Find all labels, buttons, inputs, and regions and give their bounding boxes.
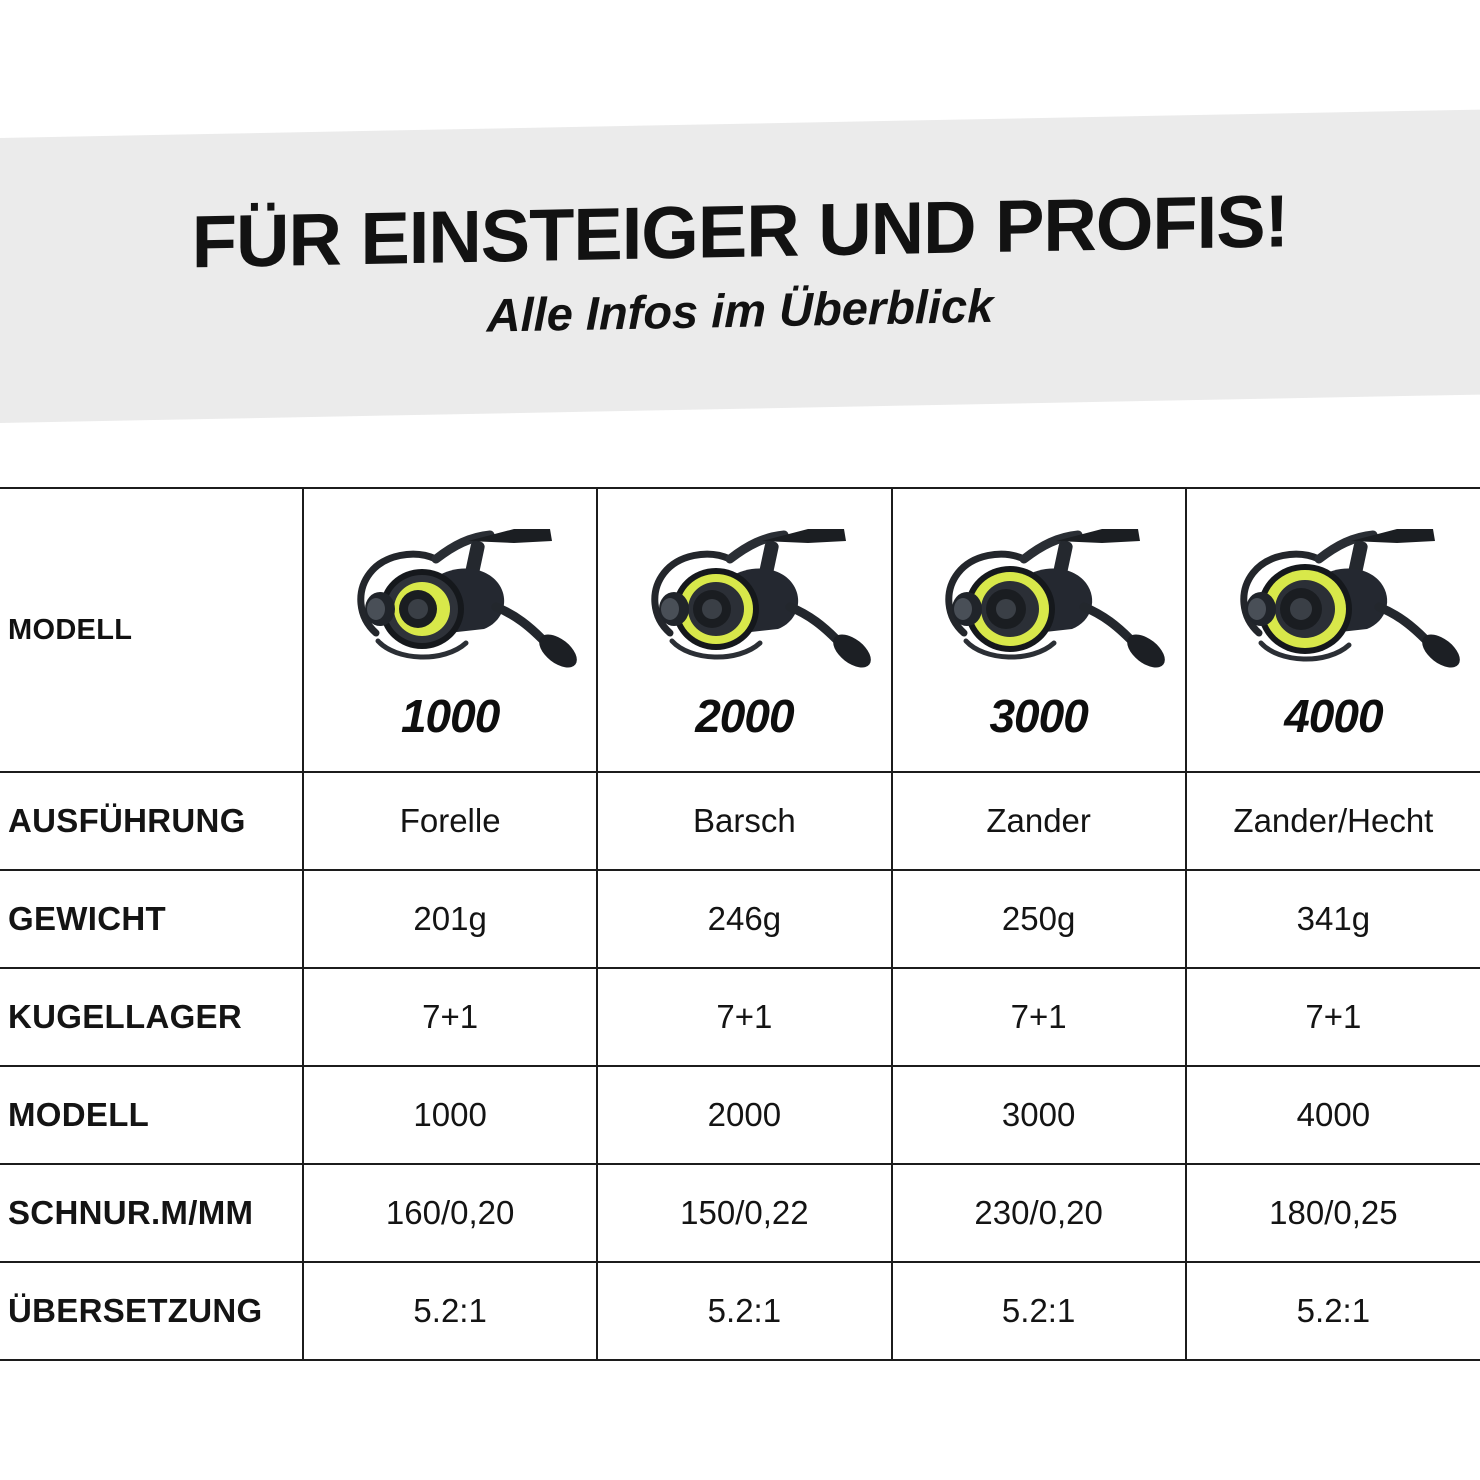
- model-number-label: 4000: [1284, 690, 1383, 742]
- row-label-uebersetzung: ÜBERSETZUNG: [0, 1262, 303, 1360]
- cell-modell-4000: 4000: [1186, 1066, 1480, 1164]
- cell-gewicht-1000: 201g: [303, 870, 597, 968]
- table-row-gewicht: [0, 870, 1480, 968]
- model-cell-2000: [597, 488, 891, 772]
- cell-kugellager-3000: 7+1: [892, 968, 1186, 1066]
- cell-uebersetzung-1000: 5.2:1: [303, 1262, 597, 1360]
- page-title: FÜR EINSTEIGER UND PROFIS!: [191, 179, 1289, 284]
- table-row-model-images: [0, 488, 1480, 772]
- model-cell-4000: [1186, 488, 1480, 772]
- cell-schnur-2000: 150/0,22: [597, 1164, 891, 1262]
- table-row-ausfuehrung: [0, 772, 1480, 870]
- row-label-schnur: SCHNUR.M/MM: [0, 1164, 303, 1262]
- row-label-modell: MODELL: [0, 488, 303, 772]
- cell-modell-1000: 1000: [303, 1066, 597, 1164]
- table-row-schnur: [0, 1164, 1480, 1262]
- table-row-uebersetzung: [0, 1262, 1480, 1360]
- model-number-label: 1000: [400, 690, 500, 742]
- table-row-kugellager: [0, 968, 1480, 1066]
- cell-gewicht-3000: 250g: [892, 870, 1186, 968]
- spinning-reel-icon: [304, 517, 596, 695]
- model-number-label: 3000: [989, 690, 1088, 742]
- cell-uebersetzung-3000: 5.2:1: [892, 1262, 1186, 1360]
- header-banner: [0, 110, 1480, 423]
- table-row-modell-number: [0, 1066, 1480, 1164]
- cell-uebersetzung-4000: 5.2:1: [1186, 1262, 1480, 1360]
- spinning-reel-icon: [893, 517, 1185, 695]
- row-label-modell-number: MODELL: [0, 1066, 303, 1164]
- specification-table: [0, 487, 1480, 1361]
- cell-ausfuehrung-3000: Zander: [892, 772, 1186, 870]
- cell-gewicht-4000: 341g: [1186, 870, 1480, 968]
- page-subtitle: Alle Infos im Überblick: [486, 278, 994, 342]
- cell-uebersetzung-2000: 5.2:1: [597, 1262, 891, 1360]
- row-label-gewicht: GEWICHT: [0, 870, 303, 968]
- row-label-ausfuehrung: AUSFÜHRUNG: [0, 772, 303, 870]
- cell-modell-3000: 3000: [892, 1066, 1186, 1164]
- row-label-kugellager: KUGELLAGER: [0, 968, 303, 1066]
- cell-schnur-1000: 160/0,20: [303, 1164, 597, 1262]
- spinning-reel-icon: [598, 517, 890, 695]
- cell-ausfuehrung-1000: Forelle: [303, 772, 597, 870]
- cell-gewicht-2000: 246g: [597, 870, 891, 968]
- cell-ausfuehrung-2000: Barsch: [597, 772, 891, 870]
- cell-ausfuehrung-4000: Zander/Hecht: [1186, 772, 1480, 870]
- model-number-label: 2000: [695, 690, 794, 742]
- cell-schnur-4000: 180/0,25: [1186, 1164, 1480, 1262]
- model-cell-3000: [892, 488, 1186, 772]
- cell-kugellager-2000: 7+1: [597, 968, 891, 1066]
- model-cell-1000: [303, 488, 597, 772]
- cell-modell-2000: 2000: [597, 1066, 891, 1164]
- cell-kugellager-4000: 7+1: [1186, 968, 1480, 1066]
- spinning-reel-icon: [1187, 517, 1480, 695]
- cell-schnur-3000: 230/0,20: [892, 1164, 1186, 1262]
- cell-kugellager-1000: 7+1: [303, 968, 597, 1066]
